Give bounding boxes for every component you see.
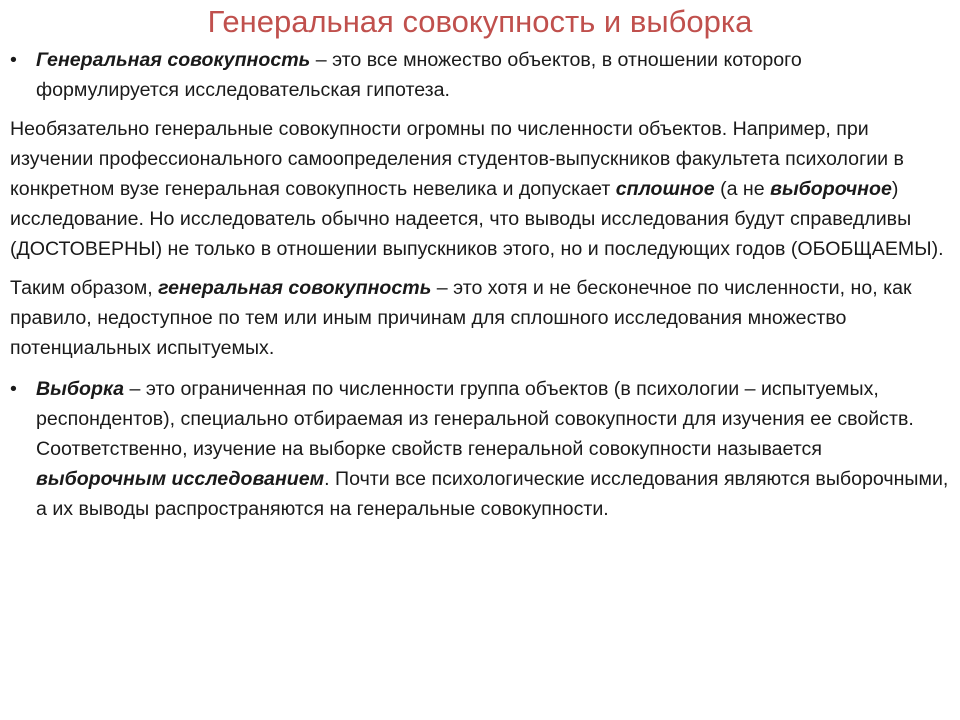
term-sample-research: выборочным исследованием: [36, 468, 325, 490]
term-solid-study: сплошное: [615, 178, 715, 200]
paragraph-text: Таким образом,: [10, 277, 159, 299]
bullet-text: [36, 374, 950, 524]
paragraph-text: – это хотя и не бесконечное по численности, но, как правило, недоступное по тем или иным причинам для сплошного исследования множество потенциальных испытуемых.: [10, 277, 912, 359]
bullet-item-general-population: [10, 45, 950, 105]
paragraph-text: ) исследование. Но исследователь обычно надеется, что выводы исследования будут справедливы (ДОСТОВЕРНЫ) не только в отношении выпускников этого, но и последующих годов (ОБОБЩАЕМЫ).: [10, 178, 944, 260]
bullet-icon: •: [10, 49, 17, 71]
slide-body: [10, 45, 950, 524]
bullet-icon: •: [10, 378, 17, 400]
term-general-population: генеральная совокупность: [158, 277, 432, 299]
slide-title: Генеральная совокупность и выборка: [207, 4, 753, 39]
bullet-item-sample: [10, 374, 950, 524]
paragraph-text: (а не: [714, 178, 771, 200]
definition-text: . Почти все психологические исследования являются выборочными, а их выводы распространяются на генеральные совокупности.: [36, 468, 949, 520]
term-sample-study: выборочное: [770, 178, 892, 200]
definition-text: – это ограниченная по численности группа объектов (в психологии – испытуемых, респондентов), специально отбираемая из генеральной совокупности для изучения ее свойств. Соответственно, изучение на выборке свойств генеральной совокупности называется: [36, 378, 914, 460]
definition-text: – это все множество объектов, в отношении которого формулируется исследовательская гипотеза.: [36, 49, 802, 101]
bullet-text: [36, 45, 950, 105]
paragraph-example: [10, 114, 950, 264]
term-sample: Выборка: [36, 378, 125, 400]
paragraph-text: Необязательно генеральные совокупности огромны по численности объектов. Например, при изучении профессионального самоопределения студентов-выпускников факультета психологии в конкретном вузе генеральная совокупность невелика и допускает: [10, 118, 904, 200]
paragraph-conclusion: [10, 273, 950, 363]
term-general-population: Генеральная совокупность: [36, 49, 311, 71]
